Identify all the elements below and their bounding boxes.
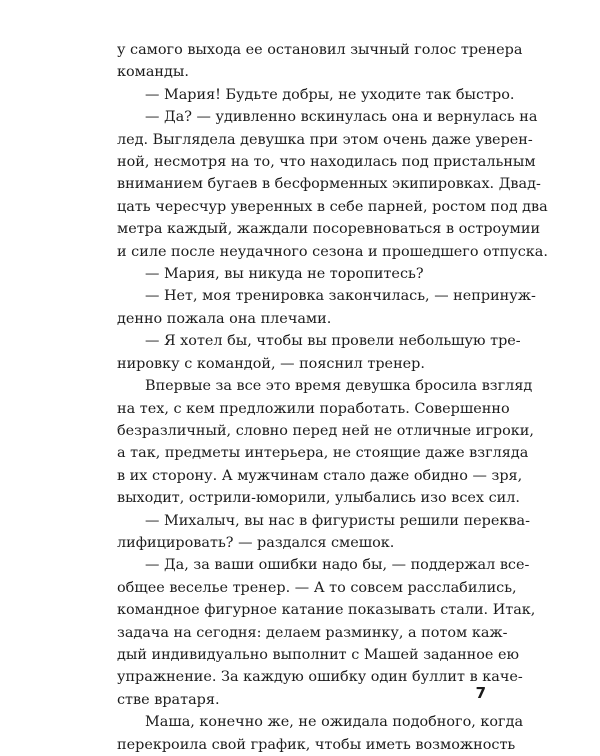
text-line: — Нет, моя тренировка закончилась, — непринуж- xyxy=(145,288,536,305)
page-text xyxy=(117,39,548,756)
text-line: стве вратаря. xyxy=(117,691,220,708)
text-line: у самого выхода ее остановил зычный голос тренера xyxy=(117,42,523,58)
page-number: 7 xyxy=(475,684,486,702)
text-line: командное фигурное катание показывать стали. Итак, xyxy=(117,602,536,619)
text-line: Маша, конечно же, не ожидала подобного, когда xyxy=(145,714,524,731)
text-line: выходит, острили-юморили, улыбались изо всех сил. xyxy=(117,490,520,507)
text-line: а так, предметы интерьера, не стоящие даже взгляда xyxy=(117,445,529,462)
text-line: — Михалыч, вы нас в фигуристы решили переква- xyxy=(145,512,530,529)
text-line: — Да, за ваши ошибки надо бы, — поддержал все- xyxy=(145,557,530,574)
text-line: Впервые за все это время девушка бросила взгляд xyxy=(145,378,533,395)
text-line: в их сторону. А мужчинам стало даже обидно — зря, xyxy=(117,467,523,484)
text-line: задача на сегодня: делаем разминку, а потом каж- xyxy=(117,624,508,641)
text-line: нировку с командой, — пояснил тренер. xyxy=(117,355,425,372)
text-line: — Да? — удивленно вскинулась она и вернулась на xyxy=(145,109,538,126)
text-line: и силе после неудачного сезона и прошедшего отпуска. xyxy=(117,243,548,260)
text-line: перекроила свой график, чтобы иметь возможность xyxy=(117,736,516,753)
text-line: на тех, с кем предложили поработать. Совершенно xyxy=(117,400,510,417)
text-line: цать чересчур уверенных в себе парней, ростом под два xyxy=(117,198,548,215)
text-line: общее веселье тренер. — А то совсем расслабились, xyxy=(117,579,517,596)
text-line: — Мария! Будьте добры, не уходите так быстро. xyxy=(145,86,515,103)
text-line: упражнение. За каждую ошибку один буллит в каче- xyxy=(117,669,523,686)
text-line: метра каждый, жаждали посоревноваться в остроумии xyxy=(117,221,541,238)
text-line: денно пожала она плечами. xyxy=(117,310,332,327)
text-line: лед. Выглядела девушка при этом очень даже уверен- xyxy=(117,131,533,148)
text-line: вниманием бугаев в бесформенных экипировках. Двад- xyxy=(117,176,541,193)
text-line: лифицировать? — раздался смешок. xyxy=(117,534,395,551)
text-line: команды. xyxy=(117,64,189,81)
text-line: дый индивидуально выполнит с Машей заданное ею xyxy=(117,646,520,663)
text-line: безразличный, словно перед ней не отличные игроки, xyxy=(117,422,534,439)
text-line: — Мария, вы никуда не торопитесь? xyxy=(145,266,424,283)
text-line: — Я хотел бы, чтобы вы провели небольшую тре- xyxy=(145,333,521,350)
text-line: ной, несмотря на то, что находилась под пристальным xyxy=(117,154,536,171)
